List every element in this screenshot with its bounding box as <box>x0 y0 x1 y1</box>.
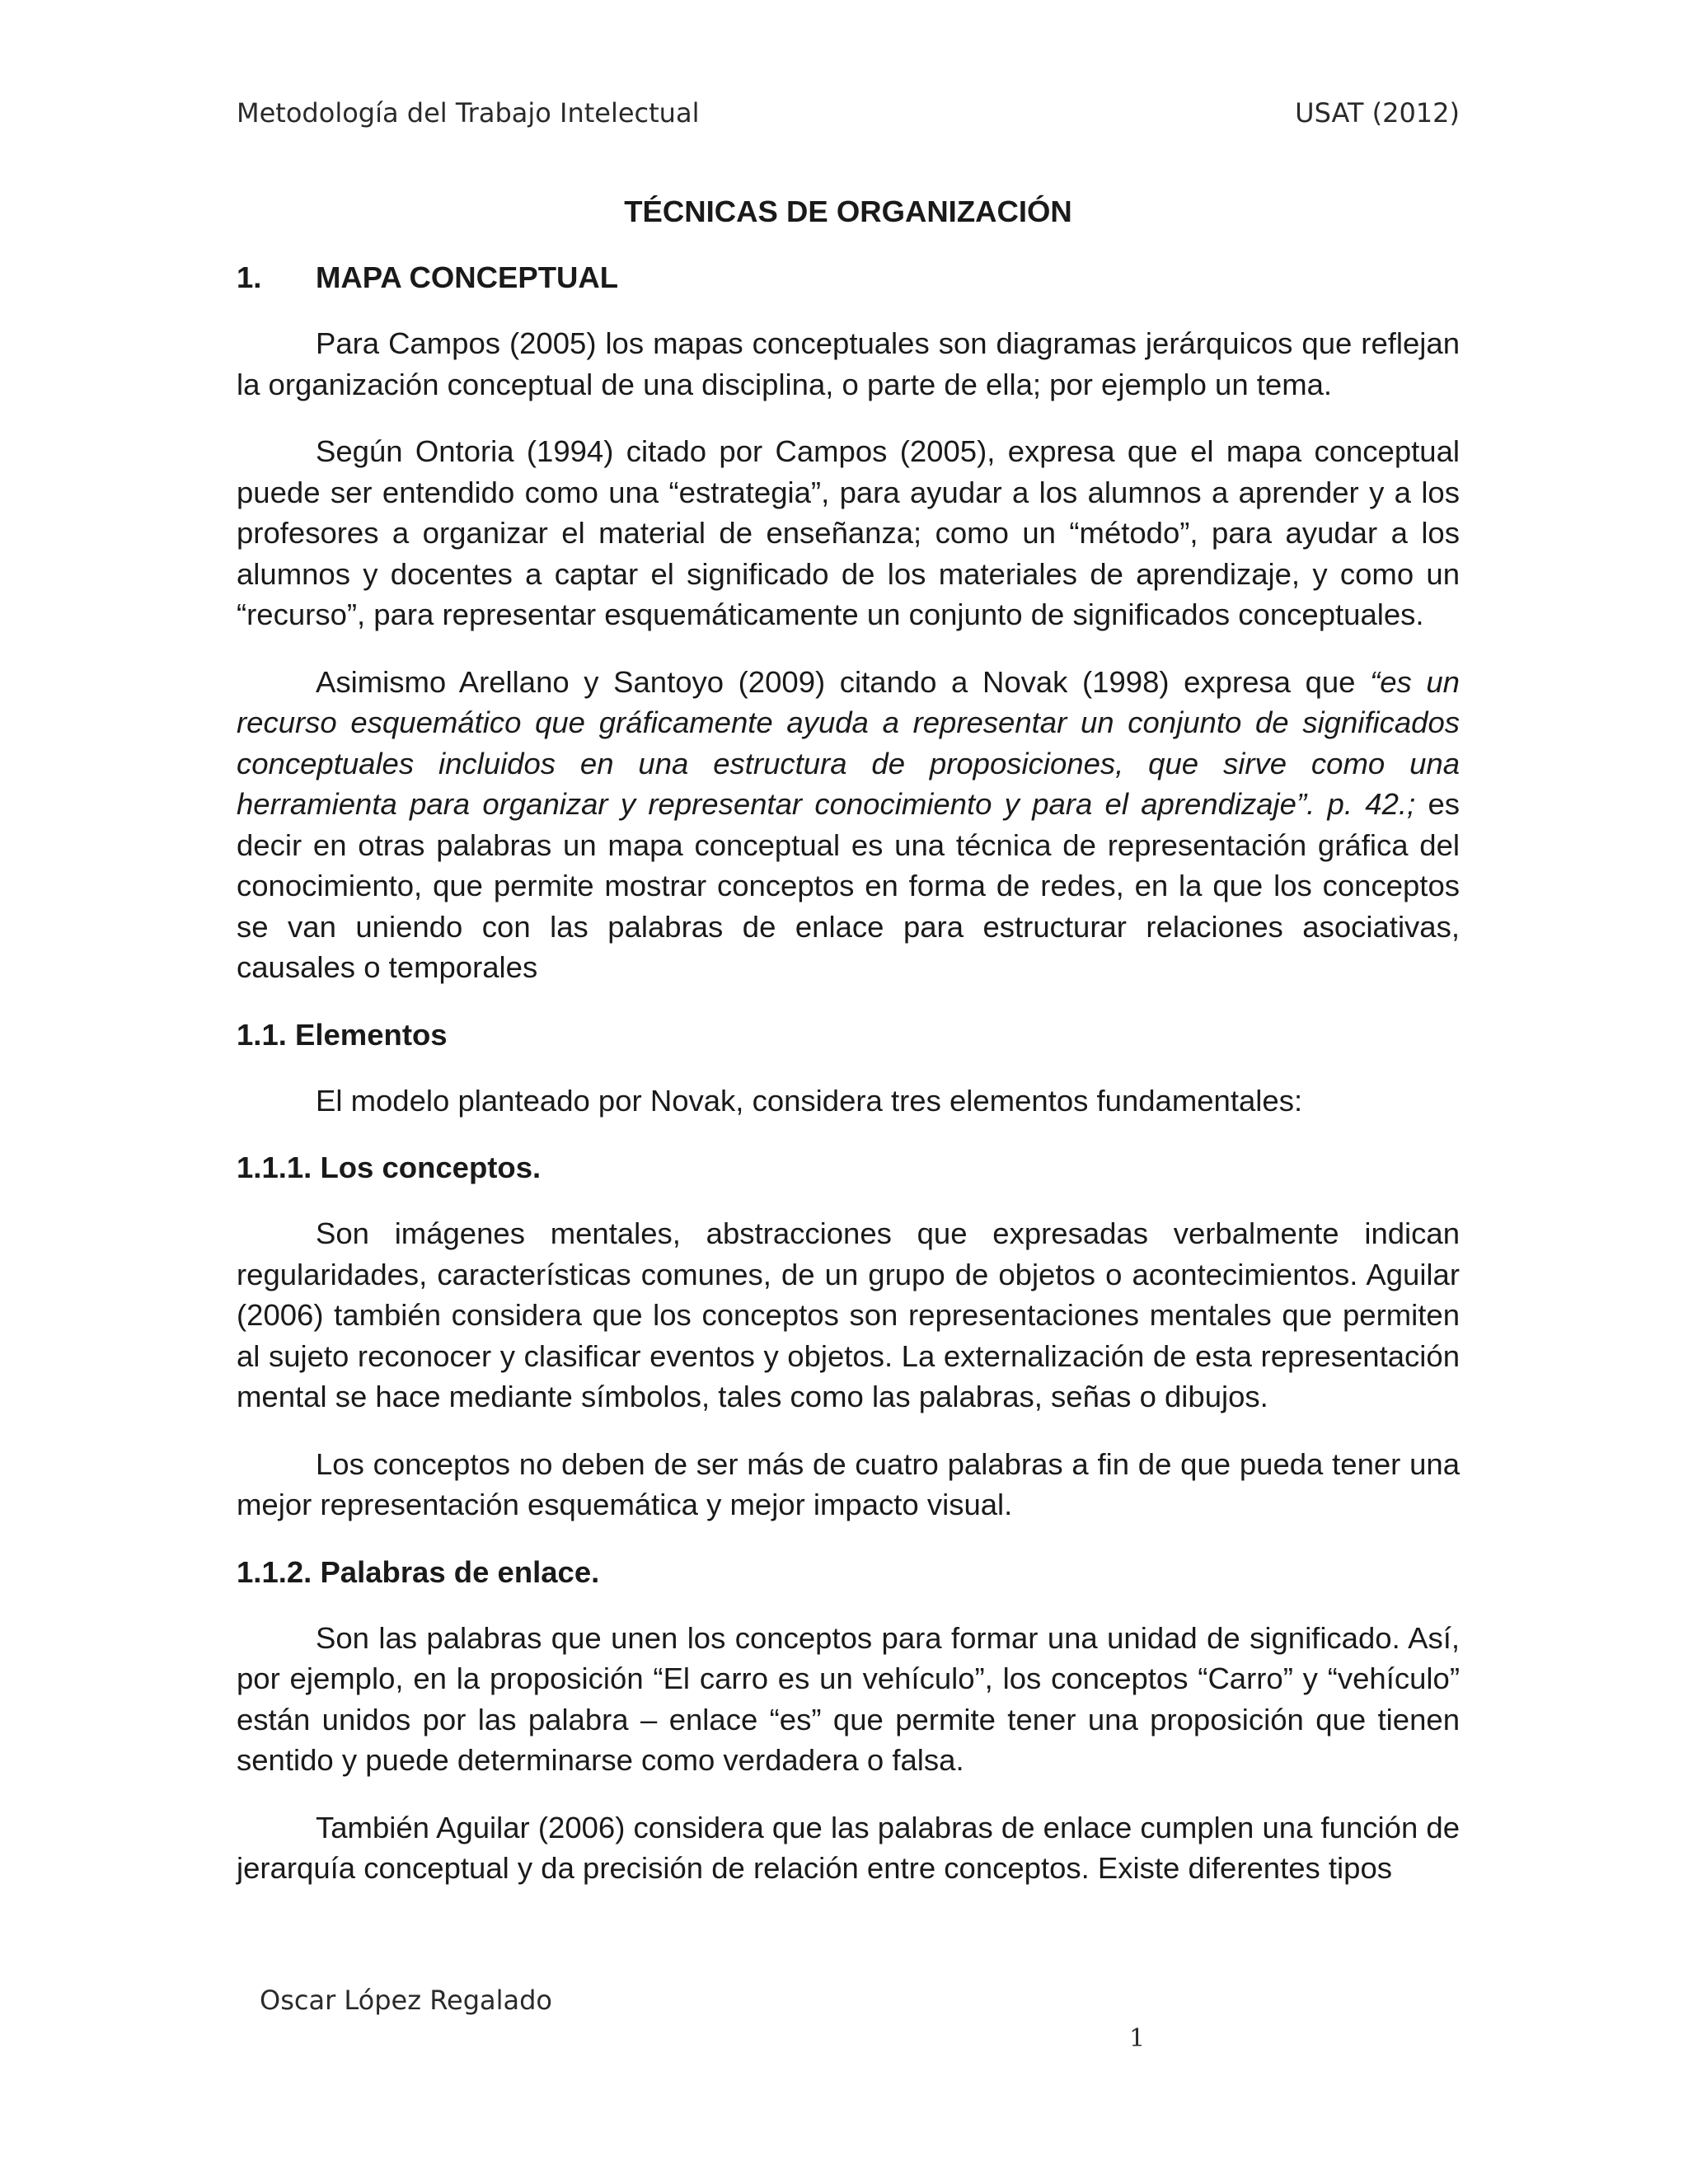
paragraph-conceptos-definition: Son imágenes mentales, abstracciones que expresadas verbalmente indican regularidades, características comunes, de un grupo de objetos o acontecimientos. Aguilar (2006) también considera que los conceptos son representaciones mentales que permiten al sujeto reconocer y clasificar eventos y objetos. La externalización de esta representación mental se hace mediante símbolos, tales como las palabras, señas o dibujos. <box>237 1216 1460 1413</box>
section-title-text: MAPA CONCEPTUAL <box>316 260 619 294</box>
page-number: 1 <box>1129 2024 1146 2053</box>
section-number: 1. <box>237 260 262 294</box>
paragraph-novak-quote <box>237 662 1460 988</box>
quote-intro: Asimismo Arellano y Santoyo (2009) citando a Novak (1998) expresa que <box>316 664 1371 699</box>
header-course-title: Metodología del Trabajo Intelectual <box>237 97 700 129</box>
paragraph-palabras-enlace-funcion: También Aguilar (2006) considera que las palabras de enlace cumplen una función de jerarquía conceptual y da precisión de relación entre conceptos. Existe diferentes tipos <box>237 1810 1460 1885</box>
novak-quote-text: “es un recurso esquemático que gráficamente ayuda a representar un conjunto de significados conceptuales incluidos en una estructura de proposiciones, que sirve como una herramienta para organizar y representar conocimiento y para el aprendizaje”. p. 42.; <box>237 664 1460 821</box>
paragraph-elementos-intro: El modelo planteado por Novak, considera tres elementos fundamentales: <box>316 1083 1303 1118</box>
section-heading-mapa-conceptual <box>237 257 1460 298</box>
document-body <box>237 191 1460 1889</box>
subsection-heading-elementos: 1.1. Elementos <box>237 1017 448 1052</box>
subsection-heading-palabras-enlace: 1.1.2. Palabras de enlace. <box>237 1554 600 1589</box>
paragraph-palabras-enlace-definition: Son las palabras que unen los conceptos para formar una unidad de significado. Así, por ejemplo, en la proposición “El carro es un vehículo”, los conceptos “Carro” y “vehículo” están unidos por las palabra – enlace “es” que permite tener una proposición que tienen sentido y puede determinarse como verdadera o falsa. <box>237 1620 1460 1777</box>
subsection-heading-conceptos: 1.1.1. Los conceptos. <box>237 1151 542 1184</box>
document-title: TÉCNICAS DE ORGANIZACIÓN <box>624 194 1072 228</box>
header-institution-year: USAT (2012) <box>1295 97 1460 129</box>
quote-explanation: es decir en otras palabras un mapa conceptual es una técnica de representación gráfica del conocimiento, que permite mostrar conceptos en forma de redes, en la que los conceptos se van uniendo con las palabras de enlace para estructurar relaciones asociativas, causales o temporales <box>237 787 1460 984</box>
footer-author: Oscar López Regalado <box>260 1985 552 2016</box>
paragraph-ontoria-definition: Según Ontoria (1994) citado por Campos (2005), expresa que el mapa conceptual puede ser entendido como una “estrategia”, para ayudar a los alumnos a aprender y a los profesores a organizar el material de enseñanza; como un “método”, para ayudar a los alumnos y docentes a captar el significado de los materiales de aprendizaje, y como un “recurso”, para representar esquemáticamente un conjunto de significados conceptuales. <box>237 434 1460 631</box>
paragraph-campos-definition: Para Campos (2005) los mapas conceptuales son diagramas jerárquicos que reflejan la organización conceptual de una disciplina, o parte de ella; por ejemplo un tema. <box>237 326 1460 401</box>
paragraph-conceptos-length: Los conceptos no deben de ser más de cuatro palabras a fin de que pueda tener una mejor representación esquemática y mejor impacto visual. <box>237 1446 1460 1521</box>
